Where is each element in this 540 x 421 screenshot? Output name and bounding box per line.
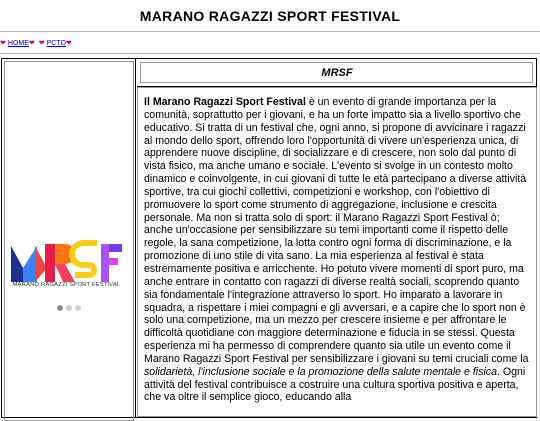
heart-icon: ❤ [0, 40, 6, 47]
article-italic: solidarietà, l'inclusione sociale e la promozione della salute mentale e fisica [144, 365, 497, 378]
article-text-2: . Ogni attività del festival contribuisce a costruire una cultura sportiva positiva e aperta, che va oltre il semplice gioco, educando alla [144, 365, 526, 404]
article-text-1: è un evento di grande importanza per la comunità, soprattutto per i giovani, e ha un forte impatto sia a livello sportivo che educativo. Si tratta di un festival che, ogni anno, si propone di avvicinare i ragazzi al mondo dello sport, offrendo loro l'opportunità di vivere un'esperienza unica, di apprendere nuove discipline, di socializzare e di crescere, non solo dal punto di vista fisico, ma anche umano e sociale. L'evento si svolge in un contesto molto dinamico e coinvolgente, in cui giovani di tutte le età partecipano a diverse attività sportive, tra cui giochi collettivi, competizioni e workshop, con l'obiettivo di promuovere lo sport come strumento di aggregazione, inclusione e crescita personale. Ma non si tratta solo di sport: il Marano Ragazzi Sport Festival ò; anche un'occasione per sensibilizzare su temi importanti come il rispetto delle regole, la sana competizione, la lotta contro ogni forma di discriminazione, e la promozione di uno stile di vita sano. La mia esperienza al festival è stata estremamente positiva e arricchente. Ho potuto vivere momenti di sport puro, ma anche entrare in contatto con ragazzi di diverse realtà sociali, scoprendo quanto sia fondamentale l'integrazione attraverso lo sport. Ho imparato a lavorare in squadra, a rispettare i miei compagni e gli avversari, e a capire che lo sport non è solo una competizione, ma un mezzo per crescere insieme e per affrontare le difficoltà quotidiane con maggiore determinazione e fiducia in se stessi. Questa esperienza mi ha permesso di comprendere quanto sia utile un evento come il Marano Ragazzi Sport Festival per sensibilizzare i giovani su temi cruciali come la [144, 96, 529, 365]
slider-dot[interactable] [66, 305, 72, 311]
heart-icon: ❤ [28, 40, 35, 47]
slider-dot[interactable] [57, 305, 63, 311]
nav-bar [0, 39, 74, 47]
heart-icon: ❤ [38, 40, 45, 47]
nav-pcto-link[interactable]: PCTO [46, 40, 66, 47]
heart-icon: ❤ [65, 40, 72, 47]
logo-caption: MARANO RAGAZZI SPORT FESTIVAL [12, 282, 121, 288]
content-title: MRSF [321, 66, 353, 79]
heading-frame [140, 62, 533, 83]
nav-home-link[interactable]: HOME [7, 40, 29, 47]
page-title: MARANO RAGAZZI SPORT FESTIVAL [139, 8, 401, 24]
slider-dot[interactable] [75, 305, 81, 311]
top-divider [0, 31, 540, 32]
nav-divider [0, 53, 540, 54]
article-lead: Il Marano Ragazzi Sport Festival [144, 96, 306, 108]
festival-logo [9, 238, 124, 294]
article-text [137, 87, 537, 417]
slider-dots [57, 305, 81, 311]
logo-graphic [9, 238, 124, 284]
